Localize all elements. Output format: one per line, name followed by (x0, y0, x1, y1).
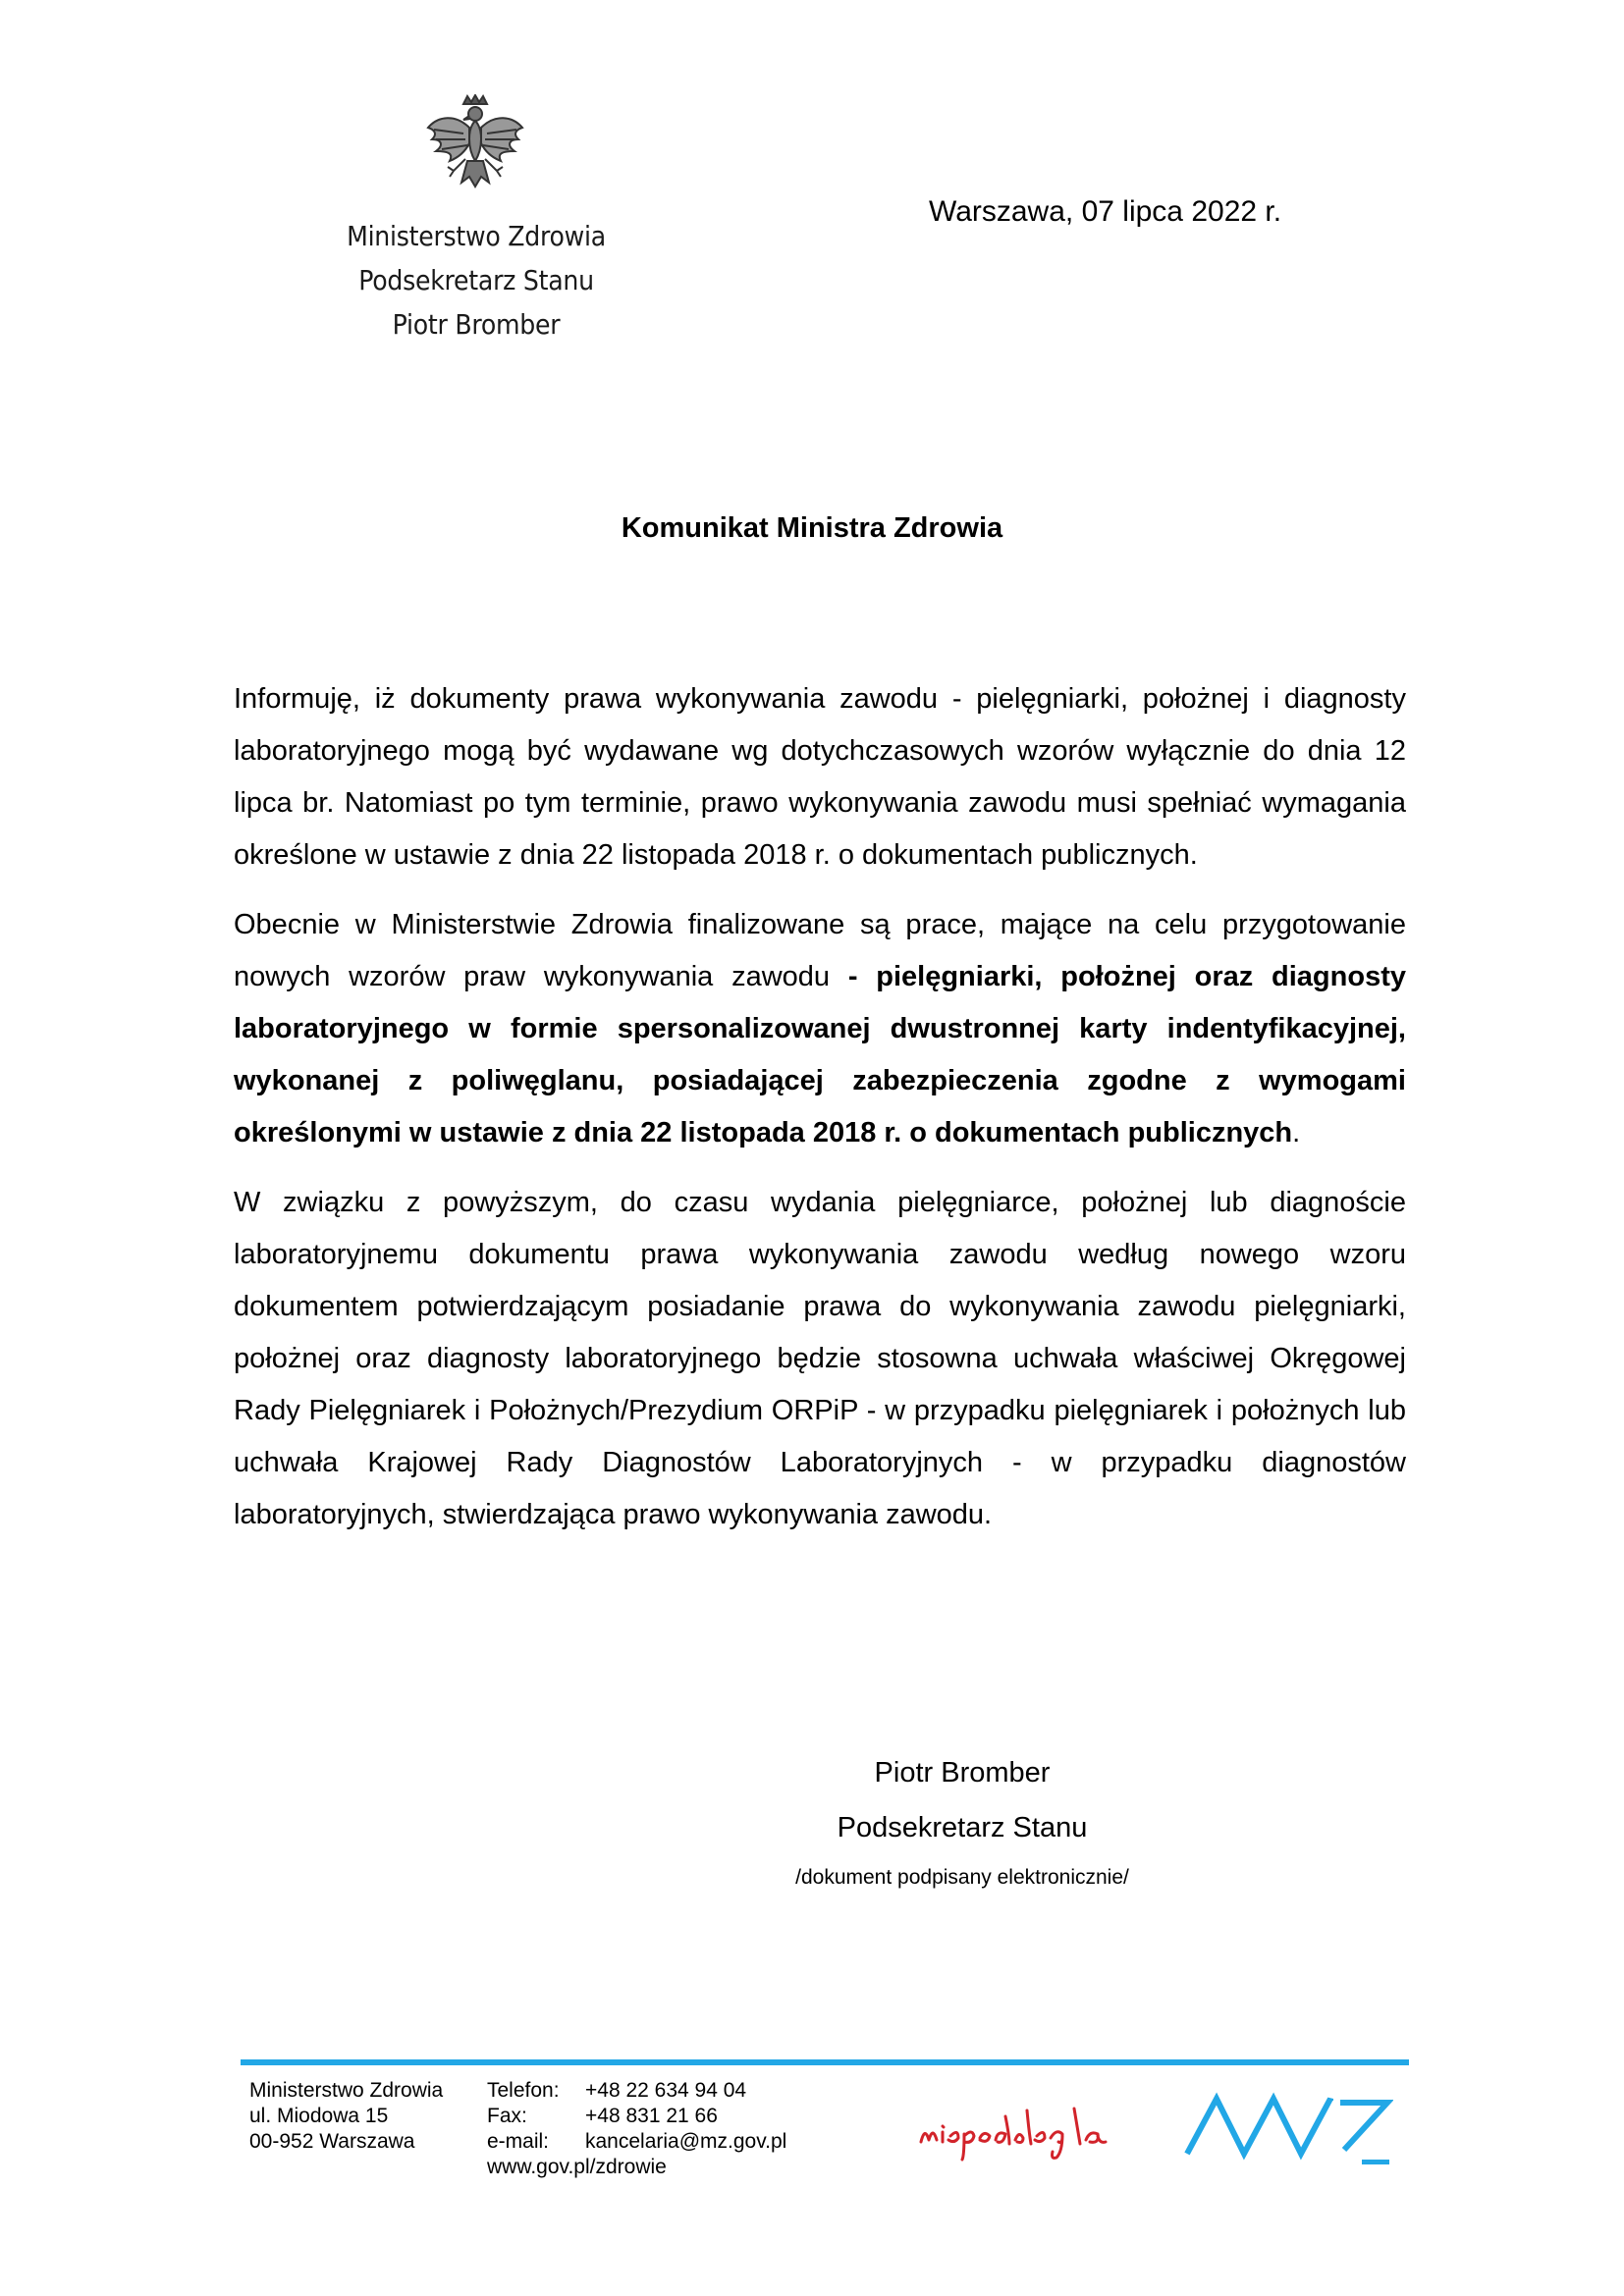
paragraph-2-end: . (1292, 1117, 1301, 1148)
mz-logo-icon (1183, 2091, 1393, 2169)
footer-fax-row (487, 2104, 786, 2129)
ministry-position: Podsekretarz Stanu (358, 264, 594, 296)
ministry-person-name: Piotr Bromber (392, 308, 561, 341)
paragraph-2-bold: - pielęgniarki, położnej oraz diagnosty laboratoryjnego w formie spersonalizowanej dwustronnej karty indentyfikacyjnej, wykonanej z poliwęglanu, posiadającej zabezpieczenia zgodne z wymogami określonymi w ustawie z dnia 22 listopada 2018 r. o dokumentach publicznych (234, 961, 1406, 1148)
footer-website-row (487, 2155, 786, 2180)
ministry-header (313, 214, 640, 347)
paragraph-1: Informuję, iż dokumenty prawa wykonywania zawodu - pielęgniarki, położnej i diagnosty laboratoryjnego mogą być wydawane wg dotychczasowych wzorów wyłącznie do dnia 12 lipca br. Natomiast po tym terminie, prawo wykonywania zawodu musi spełniać wymagania określone w ustawie z dnia 22 listopada 2018 r. o dokumentach publicznych. (234, 683, 1406, 871)
footer-email-row (487, 2129, 786, 2155)
signature-title: Podsekretarz Stanu (837, 1812, 1088, 1843)
signature-note: /dokument podpisany elektronicznie/ (795, 1866, 1129, 1889)
footer-phone-row (487, 2078, 786, 2104)
footer-address-line: ul. Miodowa 15 (249, 2105, 389, 2127)
paragraph-2 (234, 899, 1406, 1159)
footer-website: www.gov.pl/zdrowie (487, 2156, 667, 2178)
niepodlegla-logo (915, 2097, 1135, 2165)
footer-divider (241, 2059, 1409, 2065)
document-body (234, 673, 1406, 1559)
footer-email-label: e-mail: (487, 2130, 550, 2153)
footer-email: kancelaria@mz.gov.pl (585, 2130, 787, 2153)
footer-phone-label: Telefon: (487, 2079, 560, 2102)
document-title: Komunikat Ministra Zdrowia (621, 512, 1003, 544)
footer-address-line: Ministerstwo Zdrowia (249, 2079, 444, 2102)
paragraph-2-start: Obecnie w Ministerstwie Zdrowia finalizowane są prace, mające na celu przygotowanie nowych wzorów praw wykonywania zawodu (234, 909, 1406, 992)
document-date: Warszawa, 07 lipca 2022 r. (929, 195, 1282, 228)
footer-contact (487, 2078, 786, 2180)
ministry-name: Ministerstwo Zdrowia (347, 220, 606, 252)
signature-name: Piotr Bromber (874, 1757, 1051, 1789)
footer-fax-label: Fax: (487, 2105, 527, 2127)
footer-address-line: 00-952 Warszawa (249, 2130, 415, 2153)
footer-fax: +48 831 21 66 (585, 2105, 718, 2127)
footer-phone: +48 22 634 94 04 (585, 2079, 747, 2102)
footer-address (249, 2078, 443, 2155)
paragraph-3: W związku z powyższym, do czasu wydania pielęgniarce, położnej lub diagnoście laboratoryjnemu dokumentu prawa wykonywania zawodu według nowego wzoru dokumentem potwierdzającym posiadanie prawa do wykonywania zawodu pielęgniarki, położnej oraz diagnosty laboratoryjnego będzie stosowna uchwała właściwej Okręgowej Rady Pielęgniarek i Położnych/Prezydium ORPiP - w przypadku pielęgniarek i położnych lub uchwała Krajowej Rady Diagnostów Laboratoryjnych - w przypadku diagnostów laboratoryjnych, stwierdzająca prawo wykonywania zawodu. (234, 1187, 1406, 1530)
polish-eagle-emblem-icon (424, 94, 526, 202)
